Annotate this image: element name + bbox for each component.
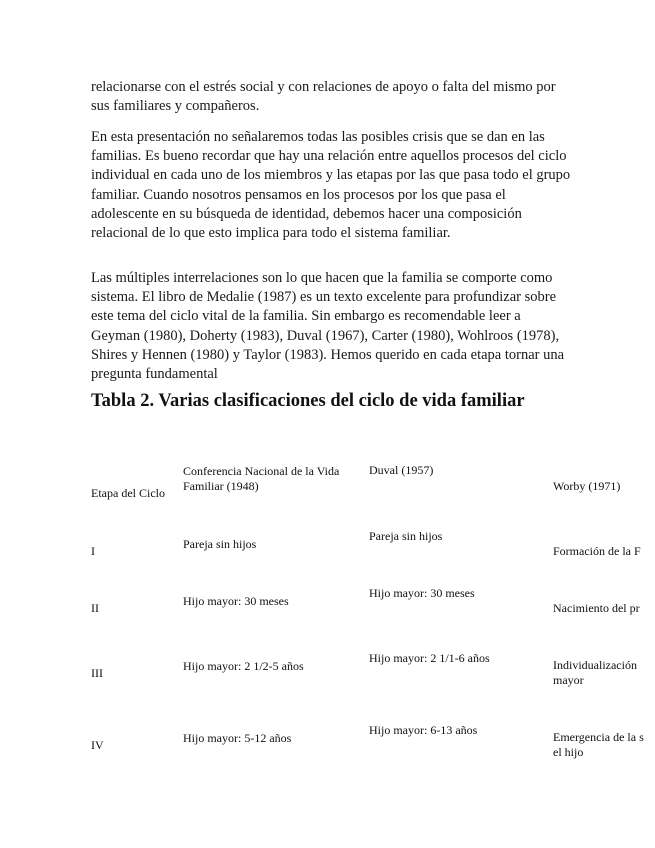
table-cell: Hijo mayor: 2 1/2-5 años [183, 659, 304, 673]
table-cell: Pareja sin hijos [183, 537, 257, 551]
table-cell: Formación de la F [553, 544, 641, 558]
table-header-cell: Worby (1971) [553, 479, 621, 493]
table-cell: I [91, 544, 95, 558]
body-paragraph: Las múltiples interrelaciones son lo que hacen que la familia se comporte como sistema. El libro de Medalie (1987) es un texto excelente para profundizar sobre este tema del ciclo vital de la familia. Sin embargo es recomendable leer a Geyman (1980), Doherty (1983), Duval (1967), Carter (1980), Wohlroos (1978), Shires y Hennen (1980) y Taylor (1983). Hemos querido en cada etapa tornar una pregunta fundamental [91, 270, 565, 383]
table-cell: Hijo mayor: 2 1/1-6 años [369, 651, 490, 665]
table-cell: Nacimiento del pr [553, 601, 640, 615]
table-header-cell: Conferencia Nacional de la Vida Familiar (1948) [183, 464, 340, 493]
table-cell: Pareja sin hijos [369, 529, 443, 543]
body-paragraph: En esta presentación no señalaremos todas las posibles crisis que se dan en las familias. Es bueno recordar que hay una relación entre aquellos procesos del ciclo individual en cada uno de los miembros y las etapas por las que pasa todo el grupo familiar. Cuando nosotros pensamos en los procesos por los que pasa el adolescente en su búsqueda de identidad, debemos hacer una composición relacional de lo que esto implica para todo el sistema familiar. [91, 129, 571, 242]
body-paragraph: relacionarse con el estrés social y con relaciones de apoyo o falta del mismo por sus familiares y compañeros. [91, 79, 556, 115]
table-header-cell: Duval (1957) [369, 463, 434, 477]
table-header-cell: Etapa del Ciclo [91, 486, 165, 500]
table-cell: Individualización mayor [553, 658, 637, 687]
table-cell: III [91, 666, 103, 680]
table-title: Tabla 2. Varias clasificaciones del ciclo de vida familiar [91, 391, 525, 411]
table-cell: Emergencia de la s el hijo [553, 730, 644, 759]
table-cell: II [91, 601, 99, 615]
table-cell: Hijo mayor: 6-13 años [369, 723, 478, 737]
table-cell: IV [91, 738, 104, 752]
table-cell: Hijo mayor: 30 meses [369, 586, 475, 600]
table-cell: Hijo mayor: 5-12 años [183, 731, 292, 745]
table-cell: Hijo mayor: 30 meses [183, 594, 289, 608]
